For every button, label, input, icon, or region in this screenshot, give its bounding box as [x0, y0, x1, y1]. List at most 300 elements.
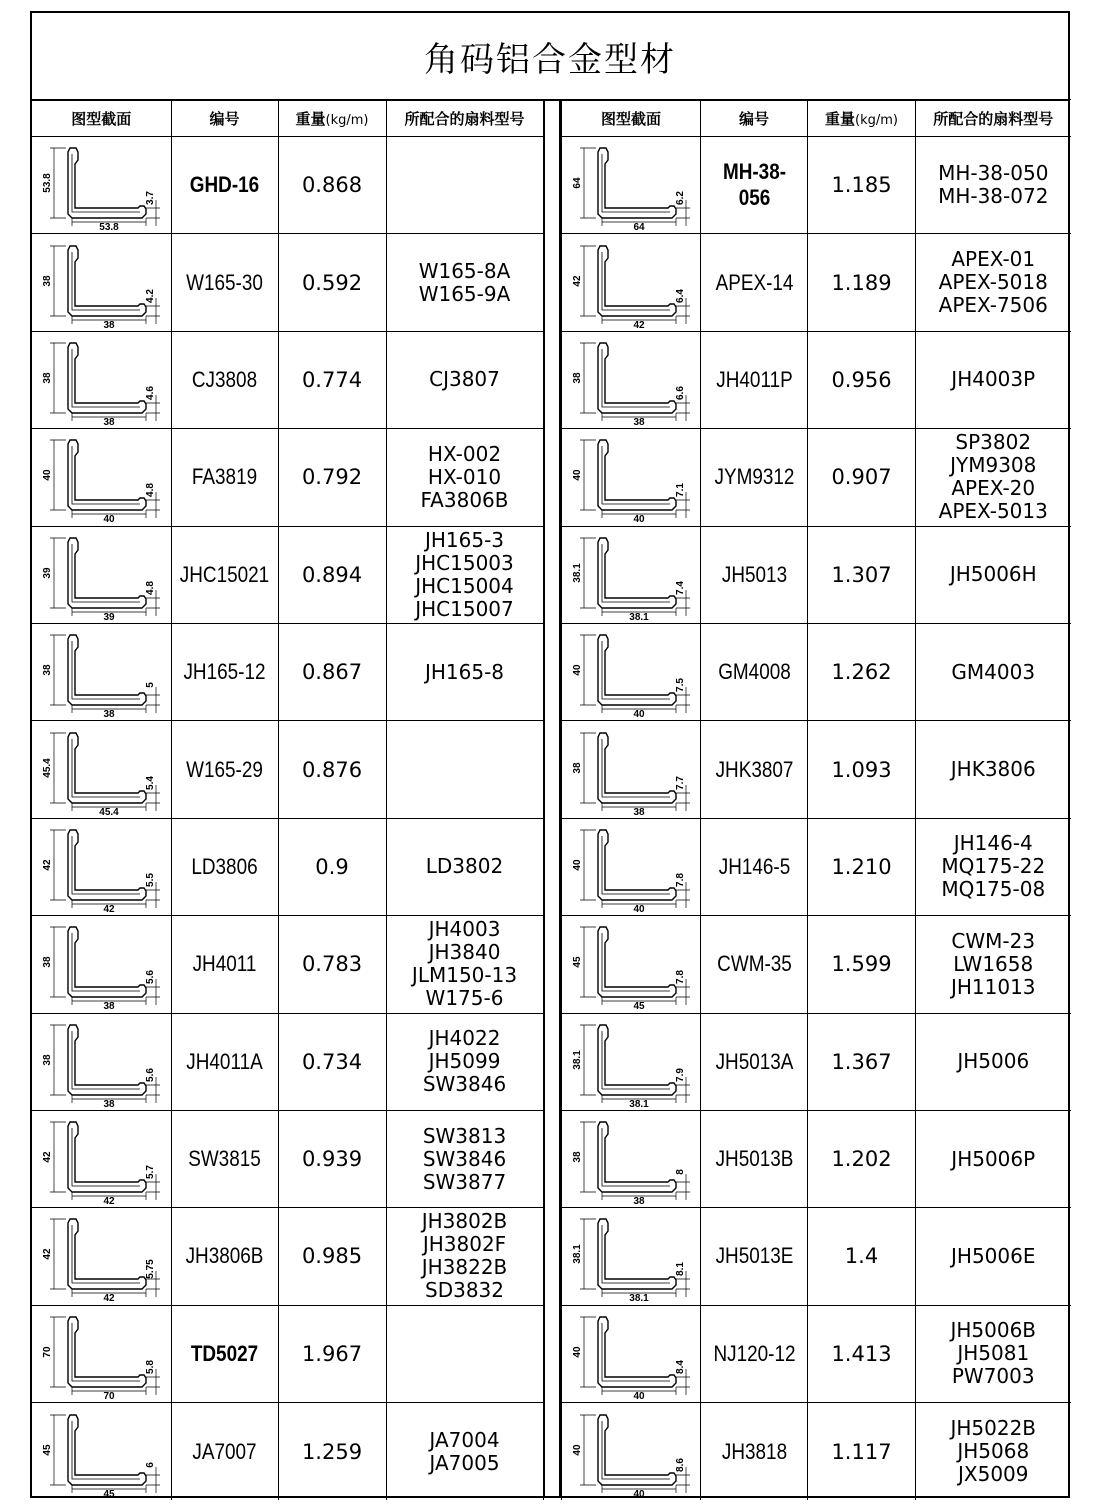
- matching-sash-model: HX-002: [427, 441, 502, 466]
- matching-sash-models: [916, 234, 1071, 331]
- profile-row: [562, 1403, 1071, 1500]
- matching-sash-models: [386, 234, 543, 331]
- angle-profile-drawing: [566, 1309, 696, 1399]
- matching-sash-models: [916, 1110, 1071, 1207]
- profile-outline: [68, 1219, 146, 1289]
- matching-sash-models: [916, 526, 1071, 623]
- profile-inner-line: [602, 1128, 670, 1186]
- matching-sash-model: JH5006B: [950, 1318, 1037, 1343]
- matching-sash-models: [916, 1208, 1071, 1305]
- profile-outline: [68, 538, 146, 608]
- profile-weight: 1.093: [808, 721, 916, 818]
- header-section: 图型截面: [32, 100, 171, 137]
- dim-horizontal-label: 42: [103, 1196, 115, 1205]
- matching-sash-model: JH5099: [428, 1049, 501, 1074]
- profile-weight: 0.9: [278, 818, 386, 915]
- matching-sash-model: JH4003: [428, 917, 501, 942]
- matching-sash-models: [386, 721, 543, 818]
- dim-vertical-label: 40: [572, 469, 583, 481]
- section-drawing-cell: [32, 1208, 171, 1305]
- header-code: 编号: [171, 100, 278, 137]
- profile-weight: 1.117: [808, 1403, 916, 1500]
- dim-vertical-label: 40: [572, 664, 583, 676]
- profile-outline: [598, 538, 676, 608]
- dim-thickness-label: 5.75: [145, 1259, 157, 1280]
- profile-code: TD5027: [178, 1305, 270, 1402]
- matching-sash-model: SP3802: [955, 430, 1032, 455]
- section-drawing-cell: [562, 234, 701, 331]
- dim-thickness-label: 6.4: [675, 288, 686, 303]
- profile-code: SW3815: [178, 1110, 270, 1207]
- dim-thickness-label: 3.7: [145, 191, 157, 206]
- profile-inner-line: [72, 836, 140, 894]
- dim-horizontal-label: 39: [103, 611, 115, 620]
- matching-sash-model: JH3802B: [421, 1209, 508, 1234]
- dim-thickness-label: 5.7: [145, 1165, 157, 1180]
- profile-weight: 1.259: [278, 1403, 386, 1500]
- matching-sash-model: JH146-4: [953, 831, 1033, 856]
- angle-profile-drawing: [566, 627, 696, 717]
- matching-sash-models: [916, 818, 1071, 915]
- dim-vertical-label: 38: [42, 664, 54, 676]
- header-weight-unit: (kg/m): [855, 112, 898, 128]
- matching-sash-model: MH-38-050: [938, 161, 1049, 186]
- profile-row: [32, 721, 543, 818]
- profile-code: LD3806: [178, 818, 270, 915]
- dim-vertical-label: 53.8: [42, 173, 54, 193]
- matching-sash-model: CWM-23: [951, 928, 1036, 953]
- profile-row: [32, 818, 543, 915]
- matching-sash-models: [916, 1013, 1071, 1110]
- dim-thickness-label: 7.9: [675, 1067, 686, 1082]
- dim-vertical-label: 42: [572, 275, 583, 287]
- matching-sash-model: JH5081: [957, 1341, 1030, 1366]
- profile-outline: [598, 1219, 676, 1289]
- dim-thickness-label: 4.2: [145, 288, 157, 303]
- matching-sash-model: JH5006: [957, 1049, 1030, 1074]
- angle-profile-drawing: [566, 1407, 696, 1497]
- dim-horizontal-label: 42: [103, 903, 115, 912]
- profile-outline: [68, 830, 146, 900]
- section-drawing-cell: [32, 623, 171, 720]
- matching-sash-model: JH11013: [950, 974, 1036, 999]
- profile-outline: [598, 1122, 676, 1192]
- matching-sash-models: [386, 1208, 543, 1305]
- profile-outline: [68, 927, 146, 997]
- profile-row: [562, 429, 1071, 526]
- section-drawing-cell: [562, 1013, 701, 1110]
- profile-outline: [68, 1317, 146, 1387]
- matching-sash-models: [386, 1110, 543, 1207]
- angle-profile-drawing: [566, 822, 696, 912]
- header-code: 编号: [701, 100, 808, 137]
- profile-code: JH146-5: [708, 818, 800, 915]
- profile-code: GHD-16: [178, 137, 270, 234]
- profile-code: JH3818: [708, 1403, 800, 1500]
- angle-profile-drawing: [566, 1211, 696, 1301]
- dim-vertical-label: 38: [42, 956, 54, 968]
- matching-sash-models: [916, 137, 1071, 234]
- angle-profile-drawing: [36, 432, 166, 522]
- header-weight-label: 重量: [295, 109, 326, 128]
- profile-outline: [68, 148, 146, 218]
- dim-thickness-label: 5.6: [145, 970, 157, 985]
- profile-row: [32, 1305, 543, 1402]
- profile-inner-line: [602, 836, 670, 894]
- matching-sash-model: SW3877: [422, 1169, 507, 1194]
- matching-sash-models: [386, 1403, 543, 1500]
- profile-row: [562, 331, 1071, 428]
- matching-sash-model: LW1658: [953, 951, 1034, 976]
- profile-weight: 1.210: [808, 818, 916, 915]
- matching-sash-model: JH3840: [428, 940, 501, 965]
- dim-horizontal-label: 38: [103, 709, 115, 718]
- profile-code: JH5013: [708, 526, 800, 623]
- profile-weight: 0.985: [278, 1208, 386, 1305]
- profile-inner-line: [602, 641, 670, 699]
- dim-thickness-label: 7.8: [675, 872, 686, 887]
- profile-inner-line: [602, 544, 670, 602]
- right-table-half: [561, 99, 1070, 1498]
- angle-profile-drawing: [566, 432, 696, 522]
- profile-outline: [598, 440, 676, 510]
- profile-inner-line: [72, 544, 140, 602]
- profile-code: W165-29: [178, 721, 270, 818]
- dim-thickness-label: 8: [675, 1169, 686, 1175]
- profile-row: [562, 818, 1071, 915]
- angle-profile-drawing: [566, 1017, 696, 1107]
- section-drawing-cell: [32, 234, 171, 331]
- dim-horizontal-label: 40: [633, 903, 645, 912]
- header-row: [32, 100, 543, 137]
- dim-vertical-label: 45: [42, 1443, 54, 1456]
- profile-row: [32, 1013, 543, 1110]
- angle-profile-drawing: [566, 1114, 696, 1204]
- profile-inner-line: [602, 446, 670, 504]
- matching-sash-model: APEX-20: [951, 476, 1036, 501]
- profile-weight: 1.367: [808, 1013, 916, 1110]
- dim-thickness-label: 7.1: [675, 483, 686, 498]
- profile-inner-line: [602, 739, 670, 797]
- profile-inner-line: [72, 1421, 140, 1479]
- profile-inner-line: [602, 1323, 670, 1381]
- matching-sash-model: JH4022: [428, 1026, 501, 1051]
- profile-code: JH165-12: [178, 623, 270, 720]
- angle-profile-drawing: [36, 530, 166, 620]
- dim-vertical-label: 38: [42, 1054, 54, 1066]
- angle-profile-drawing: [566, 335, 696, 425]
- matching-sash-model: APEX-5018: [938, 270, 1048, 295]
- matching-sash-model: PW7003: [951, 1364, 1035, 1389]
- profile-row: [32, 331, 543, 428]
- angle-profile-drawing: [36, 1211, 166, 1301]
- matching-sash-models: [386, 1305, 543, 1402]
- dim-vertical-label: 38: [572, 1151, 583, 1163]
- dim-thickness-label: 6: [145, 1461, 157, 1468]
- matching-sash-model: JH5006H: [949, 562, 1037, 587]
- profile-inner-line: [602, 1421, 670, 1479]
- profile-weight: 1.185: [808, 137, 916, 234]
- section-drawing-cell: [562, 721, 701, 818]
- matching-sash-model: APEX-5013: [938, 499, 1048, 524]
- profile-inner-line: [72, 739, 140, 797]
- angle-profile-drawing: [566, 725, 696, 815]
- profile-weight: 0.734: [278, 1013, 386, 1110]
- matching-sash-model: JH165-3: [424, 527, 505, 552]
- profile-code: GM4008: [708, 623, 800, 720]
- profile-inner-line: [72, 446, 140, 504]
- profile-code: JHK3807: [708, 721, 800, 818]
- section-drawing-cell: [562, 331, 701, 428]
- profile-outline: [598, 1415, 676, 1485]
- profile-row: [562, 1013, 1071, 1110]
- profile-weight: 0.867: [278, 623, 386, 720]
- dim-horizontal-label: 42: [103, 1293, 115, 1302]
- matching-sash-model: JH4003P: [951, 367, 1036, 392]
- angle-profile-drawing: [36, 1017, 166, 1107]
- profile-code: W165-30: [178, 234, 270, 331]
- profile-row: [562, 623, 1071, 720]
- profile-code: JYM9312: [708, 429, 800, 526]
- dim-horizontal-label: 53.8: [99, 222, 119, 231]
- dim-thickness-label: 5.4: [145, 775, 157, 790]
- angle-profile-drawing: [566, 140, 696, 230]
- matching-sash-model: JH5006E: [951, 1243, 1036, 1268]
- dim-vertical-label: 40: [572, 1346, 583, 1358]
- matching-sash-model: MQ175-22: [941, 854, 1046, 879]
- matching-sash-models: [916, 429, 1071, 526]
- matching-sash-model: W165-8A: [418, 258, 511, 283]
- dim-vertical-label: 40: [572, 1443, 583, 1456]
- catalog-sheet: [30, 11, 1070, 1498]
- dim-horizontal-label: 38: [103, 319, 115, 328]
- profile-row: [32, 1403, 543, 1500]
- matching-sash-model: SW3846: [422, 1146, 507, 1171]
- matching-sash-model: GM4003: [951, 659, 1036, 684]
- section-drawing-cell: [32, 1305, 171, 1402]
- angle-profile-drawing: [566, 530, 696, 620]
- dim-thickness-label: 7.8: [675, 970, 686, 985]
- profile-weight: 1.307: [808, 526, 916, 623]
- dim-thickness-label: 6.6: [675, 386, 686, 400]
- dim-horizontal-label: 45.4: [99, 806, 119, 815]
- profile-weight: 0.783: [278, 916, 386, 1013]
- profile-row: [32, 916, 543, 1013]
- profile-inner-line: [72, 252, 140, 310]
- section-drawing-cell: [32, 721, 171, 818]
- header-weight: [808, 100, 916, 137]
- angle-profile-drawing: [36, 919, 166, 1009]
- section-drawing-cell: [32, 331, 171, 428]
- profile-weight: 0.894: [278, 526, 386, 623]
- thickness-dimension-line: [676, 1174, 690, 1200]
- profile-weight: 1.262: [808, 623, 916, 720]
- profile-code: JH5013A: [708, 1013, 800, 1110]
- dim-horizontal-label: 64: [633, 222, 645, 231]
- angle-profile-drawing: [36, 335, 166, 425]
- profile-inner-line: [602, 349, 670, 407]
- dim-vertical-label: 64: [572, 177, 583, 189]
- thickness-dimension-line: [146, 687, 160, 713]
- dim-horizontal-label: 38.1: [629, 611, 649, 620]
- angle-profile-drawing: [566, 919, 696, 1009]
- profile-outline: [68, 635, 146, 705]
- section-drawing-cell: [562, 429, 701, 526]
- profile-row: [562, 137, 1071, 234]
- profile-code: MH-38-056: [708, 137, 800, 234]
- profile-table-right: [561, 99, 1071, 1500]
- section-drawing-cell: [32, 916, 171, 1013]
- profile-row: [562, 1110, 1071, 1207]
- profile-inner-line: [72, 641, 140, 699]
- matching-sash-models: [386, 526, 543, 623]
- profile-code: JH5013B: [708, 1110, 800, 1207]
- profile-outline: [598, 733, 676, 803]
- dim-thickness-label: 7.5: [675, 678, 686, 693]
- section-drawing-cell: [32, 429, 171, 526]
- dim-horizontal-label: 42: [633, 319, 645, 328]
- matching-sash-model: W175-6: [425, 986, 504, 1011]
- profile-inner-line: [72, 154, 140, 212]
- dim-horizontal-label: 38: [103, 1098, 115, 1107]
- dim-vertical-label: 42: [42, 859, 54, 871]
- matching-sash-model: MQ175-08: [941, 877, 1046, 902]
- profile-code: CWM-35: [708, 916, 800, 1013]
- matching-sash-model: SW3813: [422, 1123, 507, 1148]
- dim-thickness-label: 5.8: [145, 1359, 157, 1374]
- section-drawing-cell: [32, 1013, 171, 1110]
- dim-thickness-label: 8.6: [675, 1457, 686, 1472]
- dim-thickness-label: 5.5: [145, 872, 157, 887]
- profile-outline: [598, 1317, 676, 1387]
- thickness-dimension-line: [146, 1467, 160, 1493]
- dim-vertical-label: 38: [572, 372, 583, 384]
- matching-sash-model: JHC15007: [415, 596, 514, 621]
- section-drawing-cell: [32, 818, 171, 915]
- profile-code: JHC15021: [178, 526, 270, 623]
- dim-vertical-label: 38: [572, 761, 583, 774]
- dim-horizontal-label: 40: [633, 1488, 645, 1497]
- profile-inner-line: [602, 252, 670, 310]
- section-drawing-cell: [32, 1110, 171, 1207]
- angle-profile-drawing: [36, 822, 166, 912]
- matching-sash-model: APEX-01: [951, 247, 1036, 272]
- profile-row: [562, 1208, 1071, 1305]
- dim-horizontal-label: 40: [103, 514, 115, 523]
- dim-vertical-label: 40: [42, 469, 54, 481]
- profile-inner-line: [602, 933, 670, 991]
- dim-vertical-label: 38.1: [572, 1049, 583, 1070]
- profile-row: [562, 234, 1071, 331]
- dim-thickness-label: 7.4: [675, 580, 686, 595]
- matching-sash-model: W165-9A: [418, 281, 511, 306]
- matching-sash-model: JHK3806: [950, 757, 1036, 782]
- profile-table-left: [32, 99, 544, 1500]
- section-drawing-cell: [562, 1403, 701, 1500]
- angle-profile-drawing: [36, 725, 166, 815]
- header-weight-label: 重量: [825, 109, 856, 128]
- header-row: [562, 100, 1071, 137]
- profile-inner-line: [72, 933, 140, 991]
- dim-horizontal-label: 40: [633, 1390, 645, 1399]
- dim-thickness-label: 4.8: [145, 483, 157, 498]
- matching-sash-model: JA7004: [429, 1427, 500, 1452]
- section-drawing-cell: [562, 1110, 701, 1207]
- profile-inner-line: [72, 1031, 140, 1089]
- matching-sash-model: CJ3807: [429, 367, 500, 392]
- angle-profile-drawing: [566, 238, 696, 328]
- profile-inner-line: [72, 1323, 140, 1381]
- profile-outline: [598, 1025, 676, 1095]
- header-weight: [278, 100, 386, 137]
- profile-weight: 0.907: [808, 429, 916, 526]
- profile-code: JH3806B: [178, 1208, 270, 1305]
- profile-row: [562, 1305, 1071, 1402]
- angle-profile-drawing: [36, 238, 166, 328]
- matching-sash-models: [916, 1305, 1071, 1402]
- matching-sash-model: JX5009: [958, 1462, 1029, 1487]
- section-drawing-cell: [562, 526, 701, 623]
- dim-horizontal-label: 38: [633, 806, 645, 815]
- dim-thickness-label: 5.6: [145, 1067, 157, 1082]
- section-drawing-cell: [562, 1305, 701, 1402]
- profile-weight: 1.4: [808, 1208, 916, 1305]
- profile-row: [32, 137, 543, 234]
- matching-sash-models: [386, 331, 543, 428]
- profile-inner-line: [602, 1031, 670, 1089]
- matching-sash-model: HX-010: [427, 464, 502, 489]
- profile-outline: [68, 733, 146, 803]
- matching-sash-model: JYM9308: [950, 453, 1037, 478]
- header-match: 所配合的扇料型号: [916, 100, 1071, 137]
- left-table-half: [32, 99, 543, 1498]
- profile-weight: 0.592: [278, 234, 386, 331]
- profile-outline: [598, 927, 676, 997]
- profile-row: [32, 234, 543, 331]
- matching-sash-models: [386, 137, 543, 234]
- section-drawing-cell: [562, 818, 701, 915]
- profile-code: JH5013E: [708, 1208, 800, 1305]
- dim-horizontal-label: 45: [103, 1488, 115, 1497]
- matching-sash-models: [386, 818, 543, 915]
- section-drawing-cell: [32, 526, 171, 623]
- profile-weight: 0.956: [808, 331, 916, 428]
- dim-horizontal-label: 40: [633, 709, 645, 718]
- section-drawing-cell: [32, 1403, 171, 1500]
- profile-outline: [68, 1415, 146, 1485]
- profile-inner-line: [72, 1225, 140, 1283]
- profile-outline: [598, 246, 676, 316]
- angle-profile-drawing: [36, 140, 166, 230]
- angle-profile-drawing: [36, 1114, 166, 1204]
- matching-sash-models: [916, 916, 1071, 1013]
- profile-code: JH4011P: [708, 331, 800, 428]
- profile-weight: 0.939: [278, 1110, 386, 1207]
- profile-code: JH4011A: [178, 1013, 270, 1110]
- dim-vertical-label: 45: [572, 956, 583, 968]
- dim-vertical-label: 39: [42, 567, 54, 579]
- angle-profile-drawing: [36, 627, 166, 717]
- profile-inner-line: [602, 1225, 670, 1283]
- dim-thickness-label: 8.1: [675, 1262, 686, 1277]
- profile-weight: 1.967: [278, 1305, 386, 1402]
- dim-horizontal-label: 40: [633, 514, 645, 523]
- profile-weight: 0.792: [278, 429, 386, 526]
- profile-row: [32, 1110, 543, 1207]
- matching-sash-model: JLM150-13: [411, 963, 518, 988]
- profile-weight: 1.189: [808, 234, 916, 331]
- dim-horizontal-label: 38.1: [629, 1098, 649, 1107]
